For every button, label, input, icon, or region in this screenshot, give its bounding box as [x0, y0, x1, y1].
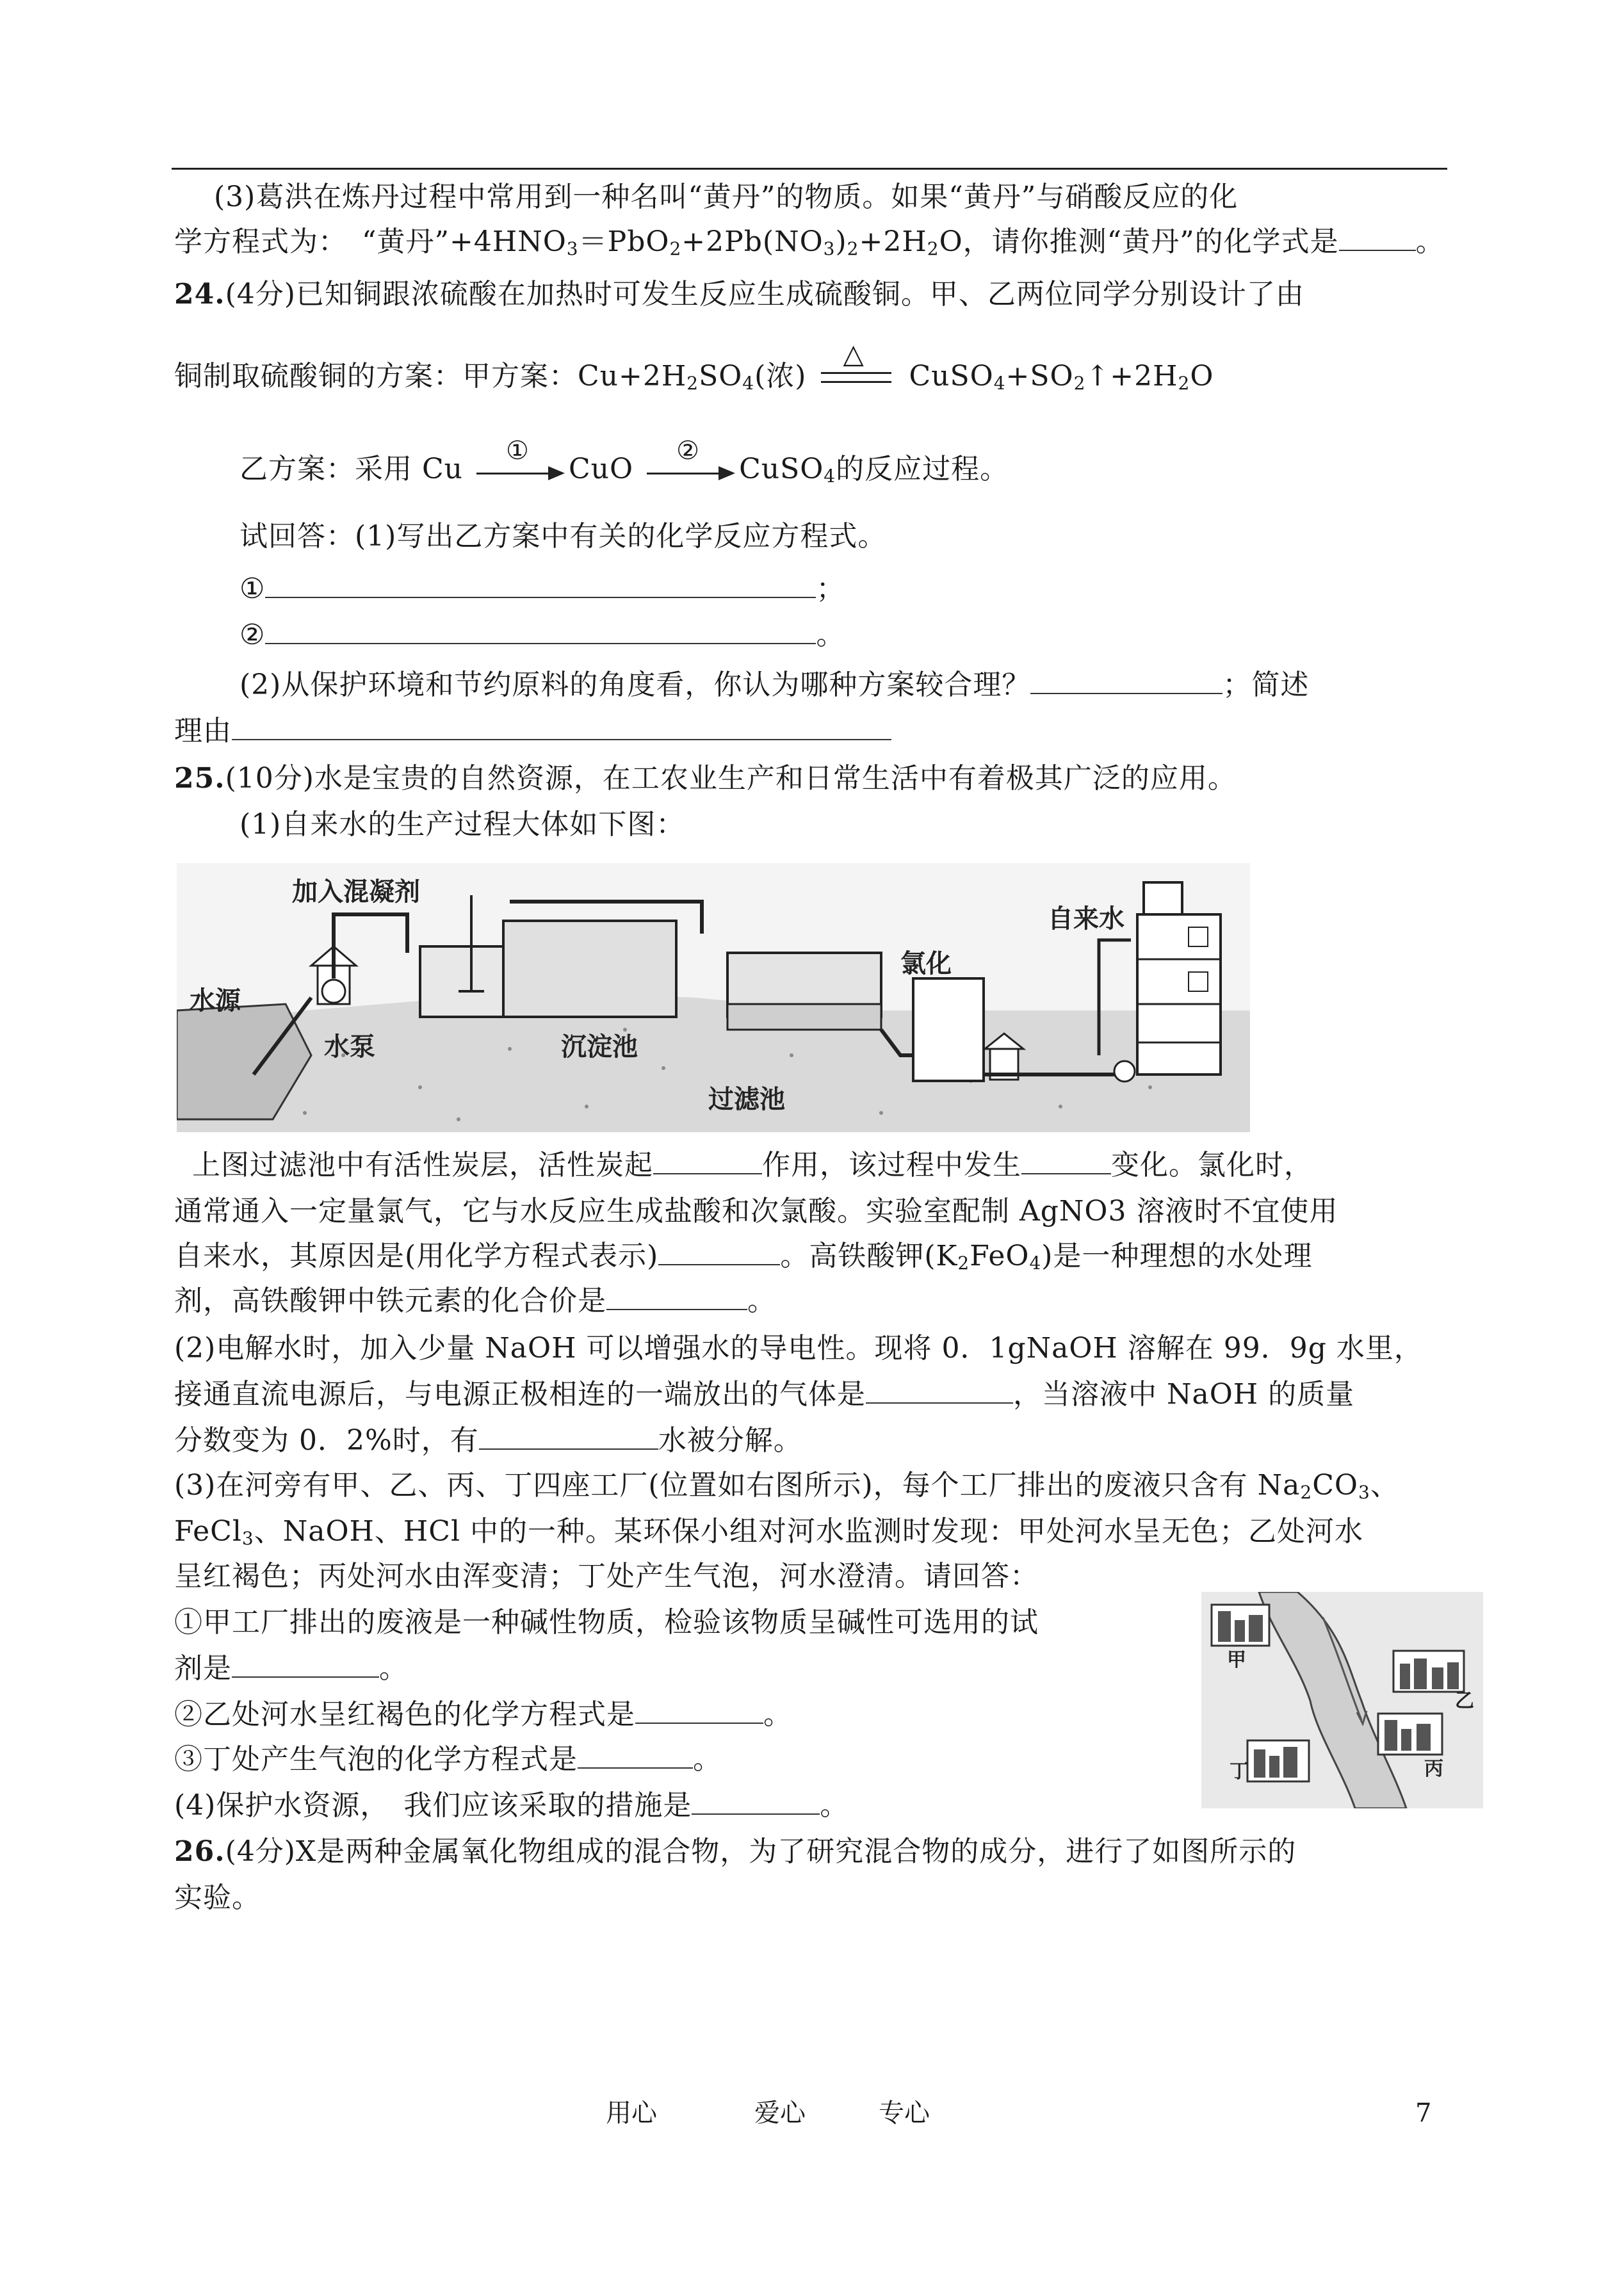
q24-yi-plan: 乙方案：采用 Cu ① CuO ② CuSO$_4$的反应过程。 — [240, 435, 1009, 487]
q25-line1: 25.(10分)水是宝贵的自然资源，在工农业生产和日常生活中有着极其广泛的应用。 — [174, 762, 1237, 795]
q25-p12: 剂是 。 — [174, 1652, 408, 1685]
q25-p2: 通常通入一定量氯气，它与水反应生成盐酸和次氯酸。实验室配制 AgNO3 溶液时不宜使用 — [174, 1195, 1338, 1228]
q25-p8: (3)在河旁有甲、乙、丙、丁四座工厂(位置如右图所示)，每个工厂排出的废液只含有 $Na_2CO_3$、 — [174, 1469, 1399, 1503]
answer-blank[interactable] — [692, 1789, 820, 1815]
label-pump: 水泵 — [324, 1032, 375, 1062]
q25-p9: FeCl$_3$、NaOH、HCl 中的一种。某环保小组对河水监测时发现：甲处河水呈无色；乙处河水 — [174, 1515, 1364, 1549]
label-filter: 过滤池 — [708, 1085, 785, 1114]
q25-p5: (2)电解水时，加入少量 NaOH 可以增强水的导电性。现将 0．1gNaOH 溶解在 99．9g 水里， — [174, 1332, 1423, 1365]
label-yi: 乙 — [1455, 1690, 1474, 1712]
q24-q2: (2)从保护环境和节约原料的角度看，你认为哪种方案较合理？ ；简述 — [240, 669, 1310, 701]
answer-blank[interactable] — [578, 1743, 693, 1769]
q25-p11: ①甲工厂排出的废液是一种碱性物质，检验该物质呈碱性可选用的试 — [174, 1606, 1039, 1639]
answer-blank[interactable] — [232, 715, 891, 740]
label-tap: 自来水 — [1048, 904, 1125, 934]
label-coagulant: 加入混凝剂 — [292, 877, 420, 907]
q24-answer-1: ① ； — [240, 572, 845, 605]
label-chlorinate: 氯化 — [900, 949, 952, 978]
q26-line2: 实验。 — [174, 1881, 261, 1914]
answer-blank[interactable] — [606, 1285, 747, 1310]
label-ding: 丁 — [1230, 1760, 1249, 1783]
q23-3-line2: 学方程式为： “黄丹$”+4HNO_3=PbO_2+2Pb(NO_3)_2+2H_2O$，请你推测“黄丹”的化学式是 。 — [174, 225, 1445, 259]
q24-reason: 理由 — [174, 712, 891, 750]
footer-word-3: 专心 — [879, 2098, 930, 2128]
label-bing: 丙 — [1424, 1758, 1443, 1780]
answer-blank[interactable] — [479, 1424, 658, 1450]
q25-line2: (1)自来水的生产过程大体如下图： — [240, 808, 685, 841]
q24-line1: 24.(4分)已知铜跟浓硫酸在加热时可发生反应生成硫酸铜。甲、乙两位同学分别设计了由 — [174, 278, 1304, 311]
q25-p6: 接通直流电源后，与电源正极相连的一端放出的气体是 ，当溶液中 NaOH 的质量 — [174, 1378, 1355, 1411]
q25-p14: ③丁处产生气泡的化学方程式是 。 — [174, 1743, 722, 1776]
answer-blank[interactable] — [1030, 669, 1222, 694]
q25-p7: 分数变为 0．2%时，有 水被分解。 — [174, 1424, 802, 1457]
footer-word-1: 用心 — [606, 2098, 657, 2128]
river-factory-map — [1201, 1592, 1483, 1808]
answer-blank[interactable] — [653, 1149, 762, 1174]
header-rule — [172, 168, 1447, 170]
answer-blank[interactable] — [265, 572, 816, 598]
q24-line2: 铜制取硫酸铜的方案：甲方案：$Cu+2H_2SO_4$(浓) △ $CuSO_4+SO_2↑+2H_2O$ — [174, 357, 1214, 396]
reaction-arrow-1: ① — [473, 458, 569, 484]
answer-blank[interactable] — [658, 1240, 780, 1265]
label-jia: 甲 — [1227, 1649, 1246, 1671]
answer-blank[interactable] — [1339, 225, 1416, 251]
q25-p10: 呈红褐色；丙处河水由浑变清；丁处产生气泡，河水澄清。请回答： — [174, 1560, 1039, 1593]
answer-blank[interactable] — [635, 1698, 763, 1724]
q25-p4: 剂，高铁酸钾中铁元素的化合价是 。 — [174, 1285, 776, 1317]
q24-answer-2: ② 。 — [240, 619, 845, 651]
water-treatment-diagram — [177, 863, 1250, 1132]
page-number: 7 — [1415, 2098, 1432, 2128]
label-settle: 沉淀池 — [561, 1032, 638, 1062]
q25-p13: ②乙处河水呈红褐色的化学方程式是 。 — [174, 1698, 792, 1731]
q24-ask: 试回答：(1)写出乙方案中有关的化学反应方程式。 — [240, 520, 887, 553]
q25-p1: 上图过滤池中有活性炭层，活性炭起 作用，该过程中发生 变化。氯化时， — [192, 1149, 1313, 1181]
heat-triangle-icon: △ — [843, 337, 865, 369]
reaction-arrow-2: ② — [643, 458, 739, 484]
q26-line1: 26.(4分)X是两种金属氧化物组成的混合物，为了研究混合物的成分，进行了如图所示的 — [174, 1835, 1297, 1868]
answer-blank[interactable] — [1021, 1149, 1111, 1174]
answer-blank[interactable] — [866, 1378, 1013, 1404]
answer-blank[interactable] — [232, 1652, 379, 1678]
answer-blank[interactable] — [265, 619, 816, 644]
q25-p3: 自来水，其原因是(用化学方程式表示) 。高铁酸钾$(K_2FeO_4)$是一种理想的水处理 — [174, 1240, 1313, 1274]
heat-equals-sign — [816, 337, 899, 391]
q23-3-line1: (3)葛洪在炼丹过程中常用到一种名叫“黄丹”的物质。如果“黄丹”与硝酸反应的化 — [214, 181, 1238, 213]
footer-word-2: 爱心 — [754, 2098, 806, 2128]
label-source: 水源 — [190, 986, 241, 1016]
q25-p15: (4)保护水资源， 我们应该采取的措施是 。 — [174, 1789, 849, 1822]
